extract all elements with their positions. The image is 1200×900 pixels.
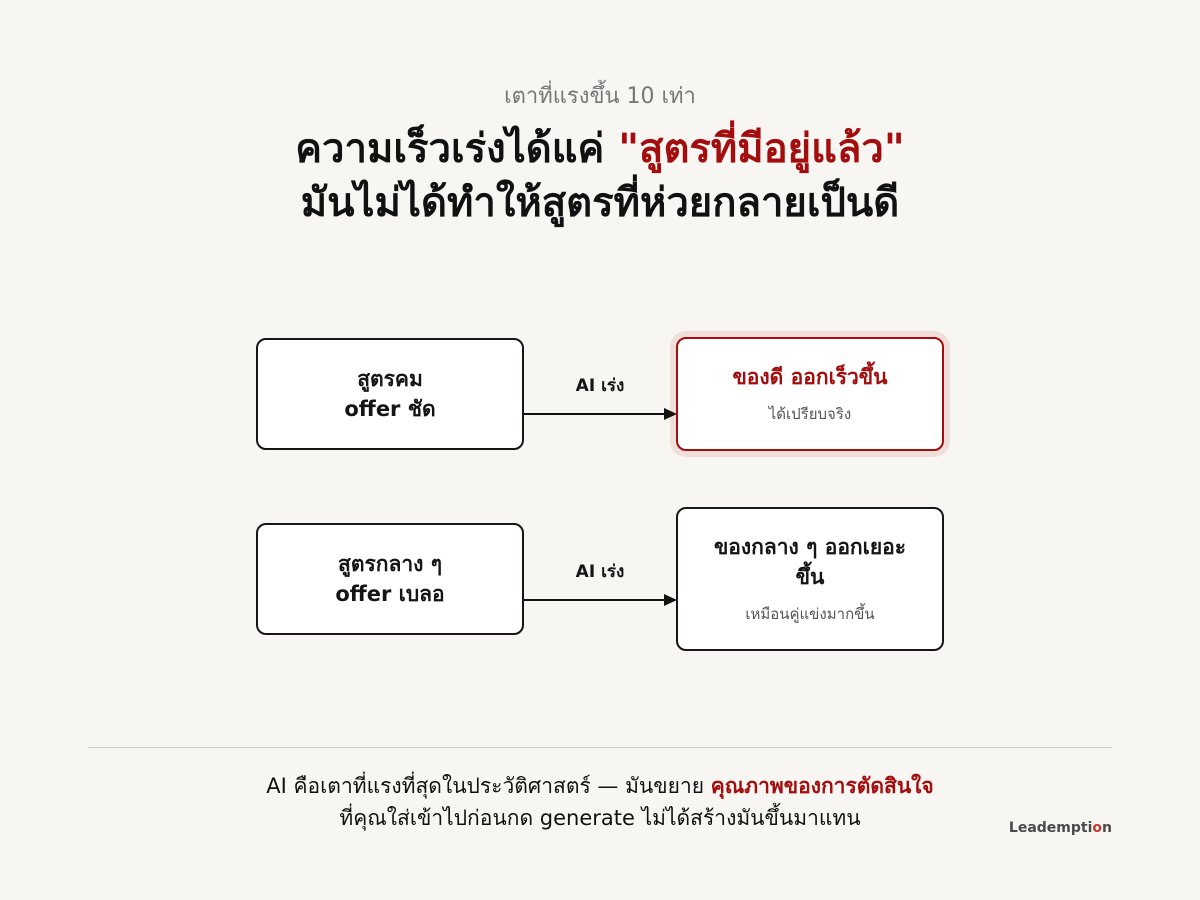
brand-part3: n [1102, 820, 1112, 836]
footer-line2: ที่คุณใส่เข้าไปก่อนกด generate ไม่ได้สร้างมันขึ้นมาแทน [339, 806, 861, 830]
footer-highlight: คุณภาพของการตัดสินใจ [710, 774, 934, 798]
subtitle: เตาที่แรงขึ้น 10 เท่า [504, 84, 696, 109]
page-title [0, 122, 1200, 230]
arrow-right-icon [524, 590, 680, 610]
title-highlight: "สูตรที่มีอยู่แล้ว" [618, 126, 905, 172]
arrow-right-icon [524, 404, 680, 424]
title-line2: มันไม่ได้ทำให้สูตรที่ห่วยกลายเป็นดี [300, 180, 900, 226]
divider [88, 747, 1112, 748]
input-box-sharp-recipe [256, 338, 524, 450]
output-box-line1: ของดี ออกเร็วขึ้น [732, 365, 888, 389]
arrow-label: AI เร่ง [575, 376, 625, 396]
input-box-line2: offer เบลอ [335, 582, 445, 606]
input-box-line1: สูตรคม [357, 367, 423, 391]
input-box-line1: สูตรกลาง ๆ [338, 552, 442, 576]
brand-part1: Leadempti [1008, 820, 1093, 836]
output-box-note: เหมือนคู่แข่งมากขึ้น [745, 605, 875, 623]
output-box-line1: ของกลาง ๆ ออกเยอะ [713, 535, 907, 559]
input-box-mediocre-recipe [256, 523, 524, 635]
arrow-label: AI เร่ง [575, 562, 625, 582]
brand-part2: o [1092, 820, 1103, 836]
output-box-good-faster [676, 337, 944, 451]
brand-logo [1009, 820, 1112, 836]
title-line1-prefix: ความเร็วเร่งได้แค่ [295, 126, 619, 172]
output-box-mediocre-more [676, 507, 944, 651]
footer-line1-prefix: AI คือเตาที่แรงที่สุดในประวัติศาสตร์ — มันขยาย [266, 774, 711, 798]
output-box-line2: ขึ้น [795, 565, 825, 589]
input-box-line2: offer ชัด [344, 397, 436, 421]
output-box-note: ได้เปรียบจริง [768, 405, 852, 423]
